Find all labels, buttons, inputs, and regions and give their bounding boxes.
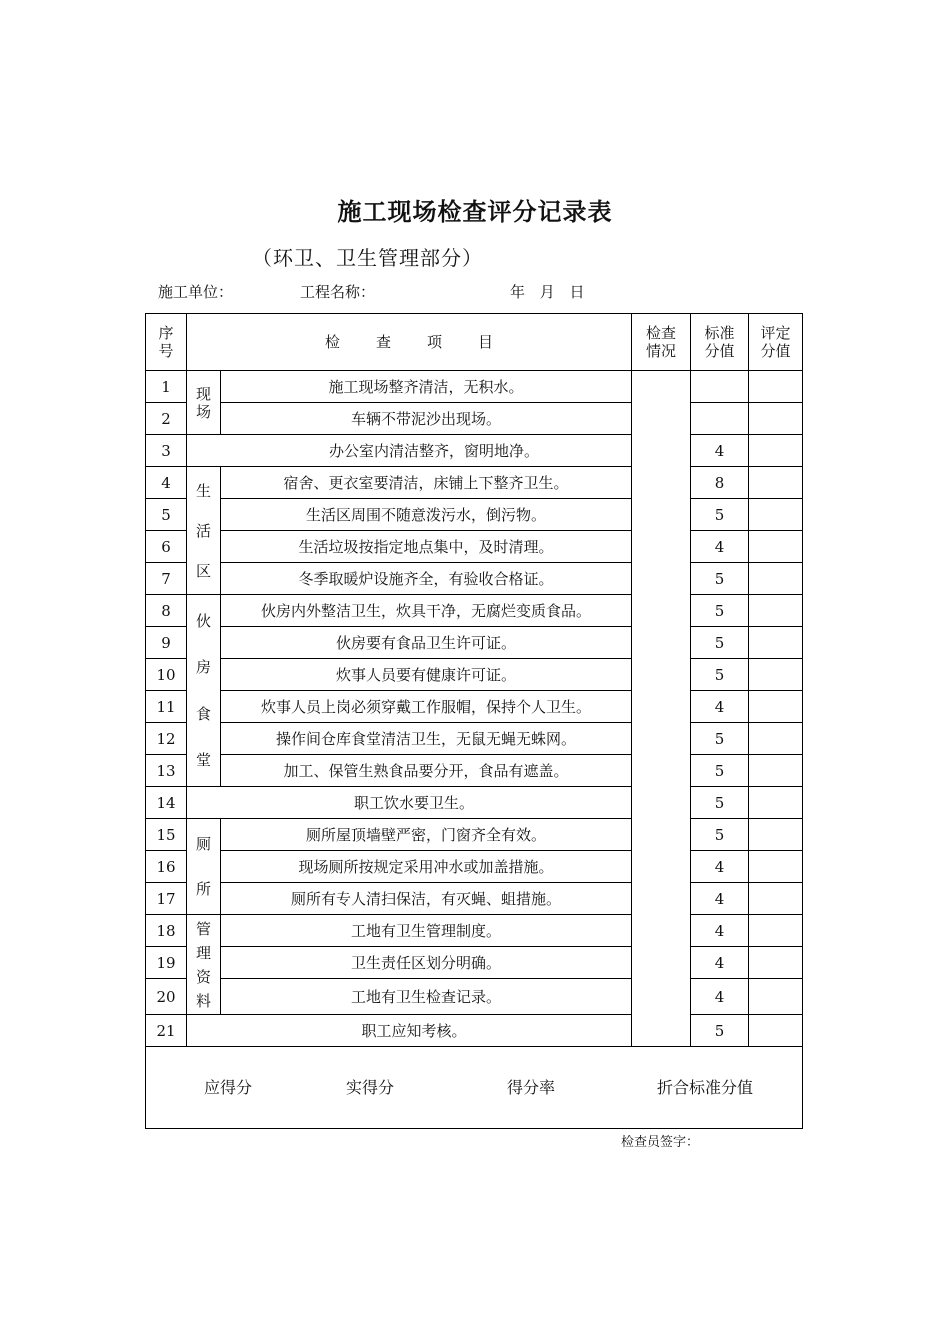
table-row [146,947,803,979]
row-item: 厕所有专人清扫保洁，有灭蝇、蛆措施。 [221,883,632,915]
header-standard [691,314,749,371]
row-item: 车辆不带泥沙出现场。 [221,403,632,435]
row-number: 6 [146,531,187,563]
header-item-char: 查 [375,333,391,351]
row-item: 伙房要有食品卫生许可证。 [221,627,632,659]
category-char: 堂 [195,750,211,769]
row-item: 工地有卫生检查记录。 [221,979,632,1015]
row-item: 生活垃圾按指定地点集中，及时清理。 [221,531,632,563]
row-item: 职工应知考核。 [187,1015,632,1047]
row-item: 卫生责任区划分明确。 [221,947,632,979]
rating-score-cell[interactable] [749,723,803,755]
table-row [146,467,803,499]
standard-score: 5 [691,755,749,787]
table-row [146,787,803,819]
standard-score [691,371,749,403]
row-item: 伙房内外整洁卫生，炊具干净，无腐烂变质食品。 [221,595,632,627]
standard-score: 5 [691,563,749,595]
header-item-char: 检 [324,333,340,351]
rating-score-cell[interactable] [749,563,803,595]
table-row [146,915,803,947]
row-number: 17 [146,883,187,915]
category-char: 管 [195,919,211,938]
category-char: 现 [195,384,211,403]
standard-score: 5 [691,723,749,755]
row-number: 2 [146,403,187,435]
table-row [146,851,803,883]
table-row [146,691,803,723]
header-item [187,314,632,371]
rating-score-cell[interactable] [749,403,803,435]
header-standard-line1: 标准 [704,324,735,342]
summary-converted-label: 折合标准分值 [657,1077,754,1097]
rating-score-cell[interactable] [749,819,803,851]
header-status-line1: 检查 [645,324,676,342]
header-standard-line2: 分值 [704,342,735,360]
summary-row [146,1047,803,1129]
standard-score: 4 [691,851,749,883]
header-status [632,314,691,371]
row-item: 职工饮水要卫生。 [187,787,632,819]
row-item: 现场厕所按规定采用冲水或加盖措施。 [221,851,632,883]
row-item: 工地有卫生管理制度。 [221,915,632,947]
category-char: 伙 [195,612,211,631]
rating-score-cell[interactable] [749,371,803,403]
header-seq-line1: 序 [158,324,174,342]
row-item: 炊事人员要有健康许可证。 [221,659,632,691]
row-item: 操作间仓库食堂清洁卫生，无鼠无蝇无蛛网。 [221,723,632,755]
rating-score-cell[interactable] [749,499,803,531]
row-item: 厕所屋顶墙壁严密，门窗齐全有效。 [221,819,632,851]
category-char: 活 [195,521,211,540]
table-row [146,563,803,595]
row-number: 11 [146,691,187,723]
category-char: 场 [195,402,211,421]
score-table [145,313,803,1129]
table-row [146,403,803,435]
row-number: 14 [146,787,187,819]
standard-score: 5 [691,659,749,691]
standard-score: 4 [691,435,749,467]
table-row [146,659,803,691]
category-site [187,371,221,435]
standard-score: 5 [691,1015,749,1047]
rating-score-cell[interactable] [749,691,803,723]
table-row [146,595,803,627]
header-rating-line2: 分值 [760,342,791,360]
header-seq [146,314,187,371]
table-row [146,627,803,659]
header-rating-line1: 评定 [760,324,791,342]
row-number: 8 [146,595,187,627]
row-number: 9 [146,627,187,659]
table-row [146,883,803,915]
inspection-status-cell[interactable] [632,371,691,1047]
category-toilet [187,819,221,915]
standard-score: 8 [691,467,749,499]
header-status-line2: 情况 [645,342,676,360]
standard-score: 5 [691,787,749,819]
row-number: 18 [146,915,187,947]
rating-score-cell[interactable] [749,1015,803,1047]
inspector-signature-label: 检查员签字： [621,1135,700,1150]
summary-rate-label: 得分率 [507,1077,556,1097]
row-item: 加工、保管生熟食品要分开，食品有遮盖。 [221,755,632,787]
table-row [146,723,803,755]
table-row [146,819,803,851]
standard-score: 4 [691,979,749,1015]
standard-score: 5 [691,819,749,851]
row-number: 15 [146,819,187,851]
table-row [146,979,803,1015]
standard-score: 4 [691,915,749,947]
standard-score: 5 [691,595,749,627]
row-number: 13 [146,755,187,787]
row-number: 12 [146,723,187,755]
category-char: 所 [195,880,211,898]
table-header-row [146,314,803,371]
summary-due-label: 应得分 [204,1077,253,1097]
date-label: 年 月 日 [510,283,585,301]
page-subtitle: （环卫、卫生管理部分） [252,246,483,270]
page-title: 施工现场检查评分记录表 [337,198,613,226]
category-char: 料 [195,991,211,1010]
category-char: 区 [195,561,211,580]
row-number: 5 [146,499,187,531]
standard-score: 4 [691,947,749,979]
summary-actual-label: 实得分 [346,1077,395,1097]
standard-score: 4 [691,531,749,563]
row-number: 10 [146,659,187,691]
standard-score: 4 [691,883,749,915]
category-char: 理 [195,943,211,962]
standard-score: 4 [691,691,749,723]
header-seq-line2: 号 [158,342,174,360]
row-number: 16 [146,851,187,883]
category-char: 食 [195,704,211,723]
standard-score [691,403,749,435]
row-item: 施工现场整齐清洁，无积水。 [221,371,632,403]
rating-score-cell[interactable] [749,467,803,499]
row-number: 19 [146,947,187,979]
header-item-char: 目 [478,333,494,351]
rating-score-cell[interactable] [749,883,803,915]
table-row [146,1015,803,1047]
category-records [187,915,221,1015]
standard-score: 5 [691,627,749,659]
category-char: 房 [195,658,211,677]
rating-score-cell[interactable] [749,531,803,563]
row-number: 4 [146,467,187,499]
row-item: 冬季取暖炉设施齐全，有验收合格证。 [221,563,632,595]
row-item: 生活区周围不随意泼污水，倒污物。 [221,499,632,531]
construction-unit-label: 施工单位： [158,283,234,301]
rating-score-cell[interactable] [749,851,803,883]
rating-score-cell[interactable] [749,979,803,1015]
category-kitchen [187,595,221,787]
rating-score-cell[interactable] [749,947,803,979]
category-char: 生 [195,481,211,500]
standard-score: 5 [691,499,749,531]
table-row [146,371,803,403]
rating-score-cell[interactable] [749,595,803,627]
row-item: 宿舍、更衣室要清洁，床铺上下整齐卫生。 [221,467,632,499]
table-row [146,755,803,787]
table-row [146,531,803,563]
row-item: 办公室内清洁整齐，窗明地净。 [187,435,632,467]
table-row [146,499,803,531]
rating-score-cell[interactable] [749,627,803,659]
row-number: 3 [146,435,187,467]
row-item: 炊事人员上岗必须穿戴工作服帽，保持个人卫生。 [221,691,632,723]
rating-score-cell[interactable] [749,787,803,819]
row-number: 20 [146,979,187,1015]
rating-score-cell[interactable] [749,435,803,467]
rating-score-cell[interactable] [749,915,803,947]
category-living [187,467,221,595]
row-number: 21 [146,1015,187,1047]
category-char: 资 [195,967,211,986]
table-row [146,435,803,467]
summary-cell [146,1047,803,1129]
header-rating [749,314,803,371]
row-number: 7 [146,563,187,595]
category-char: 厕 [195,835,211,853]
project-name-label: 工程名称： [300,283,376,301]
header-item-char: 项 [427,333,443,351]
rating-score-cell[interactable] [749,755,803,787]
rating-score-cell[interactable] [749,659,803,691]
row-number: 1 [146,371,187,403]
